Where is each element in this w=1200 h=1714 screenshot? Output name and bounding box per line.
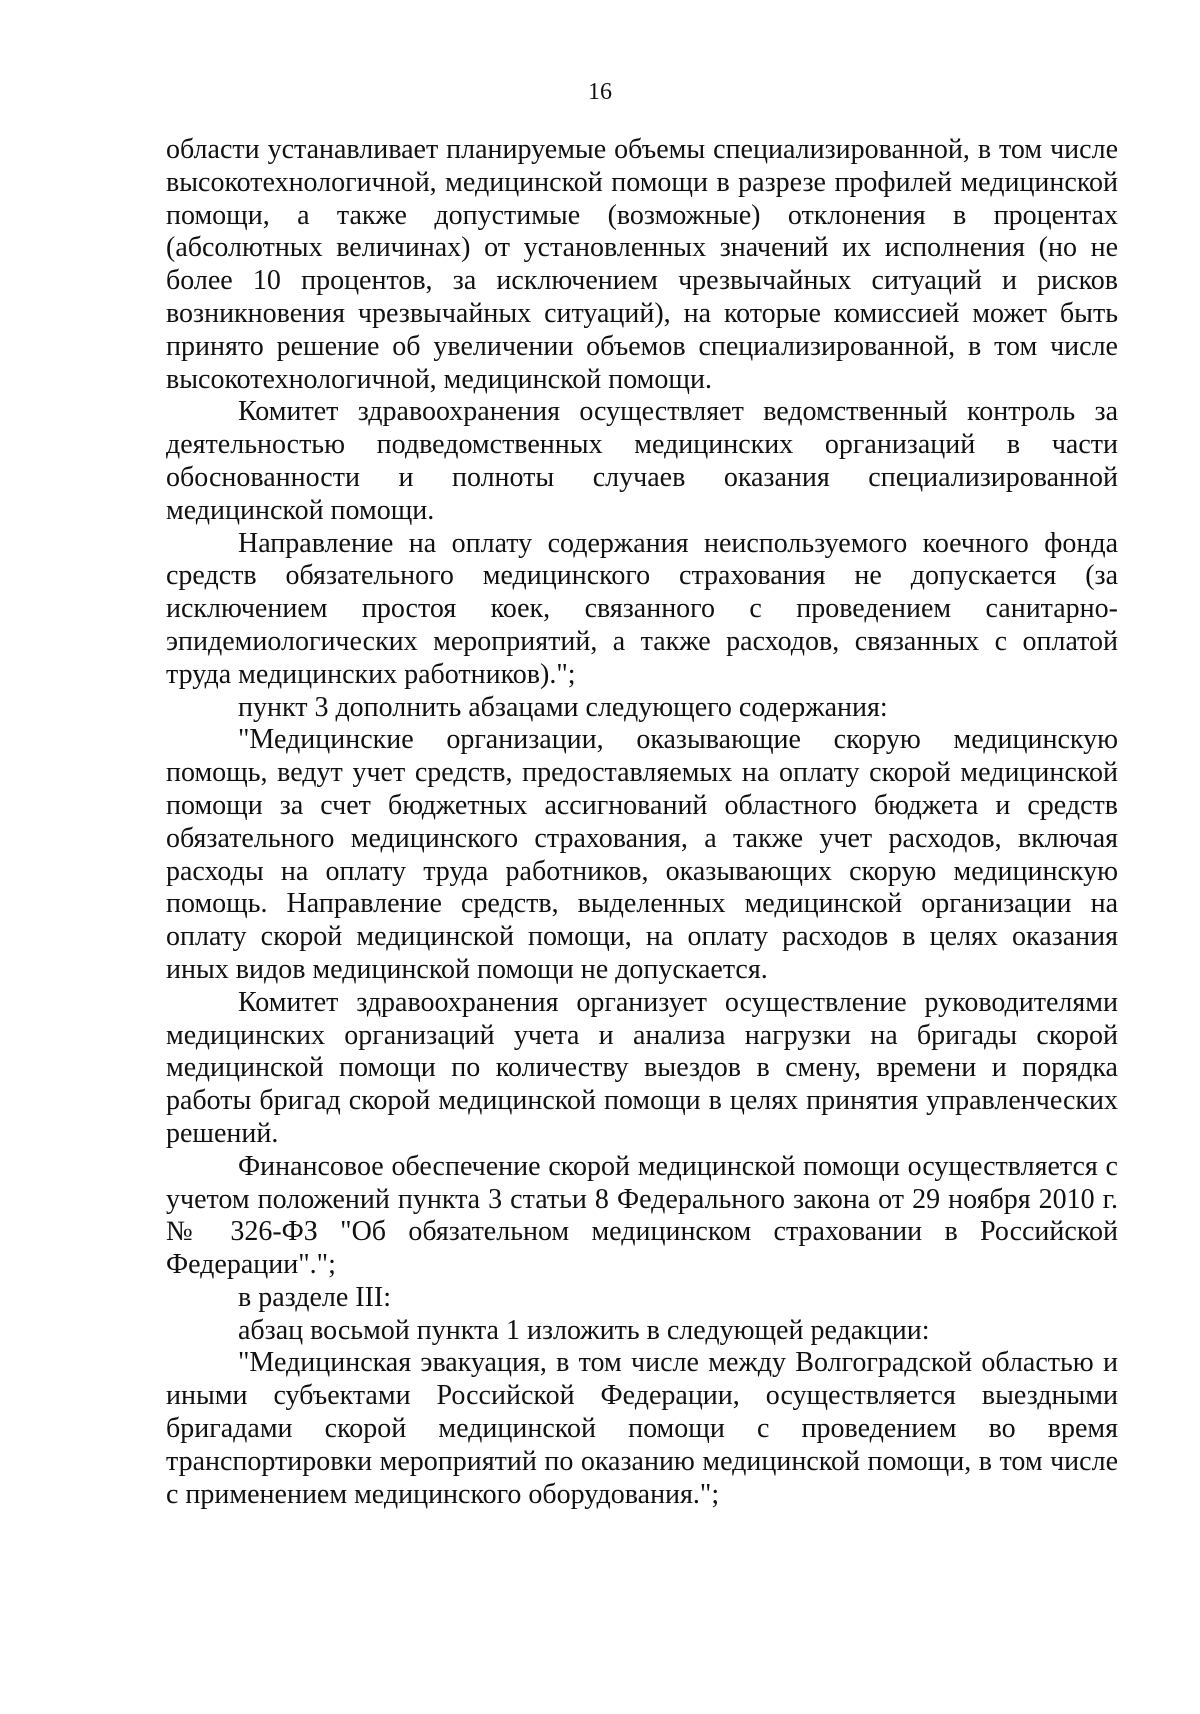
paragraph: Направление на оплату содержания неиспользуемого коечного фонда средств обязательного медицинского страхования не допускается (за исключением простоя коек, связанного с проведением санитарно-эпидемиологических мероприятий, а также расходов, связанных с оплатой труда медицинских работников)."; (166, 527, 1118, 690)
paragraph: Финансовое обеспечение скорой медицинской помощи осуществляется с учетом положений пункта 3 статьи 8 Федерального закона от 29 ноября 2010 г. № 326-ФЗ "Об обязательном медицинском страховании в Российской Федерации"."; (166, 1150, 1118, 1281)
paragraph: "Медицинская эвакуация, в том числе между Волгоградской областью и иными субъектами Российской Федерации, осуществляется выездными бригадами скорой медицинской помощи с проведением во время транспортировки мероприятий по оказанию медицинской помощи, в том числе с применением медицинского оборудования."; (166, 1347, 1118, 1510)
paragraph: абзац восьмой пункта 1 изложить в следующей редакции: (238, 1314, 930, 1346)
paragraph: Комитет здравоохранения организует осуществление руководителями медицинских организаций учета и анализа нагрузки на бригады скорой медицинской помощи по количеству выездов в смену, времени и порядка работы бригад скорой медицинской помощи в целях принятия управленческих решений. (166, 986, 1118, 1149)
paragraph: Комитет здравоохранения осуществляет ведомственный контроль за деятельностью подведомственных медицинских организаций в части обоснованности и полноты случаев оказания специализированной медицинской помощи. (166, 396, 1118, 526)
paragraph: пункт 3 дополнить абзацами следующего содержания: (238, 691, 888, 723)
page-number: 16 (588, 79, 612, 105)
document-body (166, 134, 1118, 1511)
paragraph: "Медицинские организации, оказывающие скорую медицинскую помощь, ведут учет средств, предоставляемых на оплату скорой медицинской помощи за счет бюджетных ассигнований областного бюджета и средств обязательного медицинского страхования, а также учет расходов, включая расходы на оплату труда работников, оказывающих скорую медицинскую помощь. Направление средств, выделенных медицинской организации на оплату скорой медицинской помощи, на оплату расходов в целях оказания иных видов медицинской помощи не допускается. (166, 724, 1118, 985)
paragraph: в разделе III: (238, 1281, 392, 1313)
paragraph: области устанавливает планируемые объемы специализированной, в том числе высокотехнологичной, медицинской помощи в разрезе профилей медицинской помощи, а также допустимые (возможные) отклонения в процентах (абсолютных величинах) от установленных значений их исполнения (но не более 10 процентов, за исключением чрезвычайных ситуаций и рисков возникновения чрезвычайных ситуаций), на которые комиссией может быть принято решение об увеличении объемов специализированной, в том числе высокотехнологичной, медицинской помощи. (166, 134, 1118, 395)
